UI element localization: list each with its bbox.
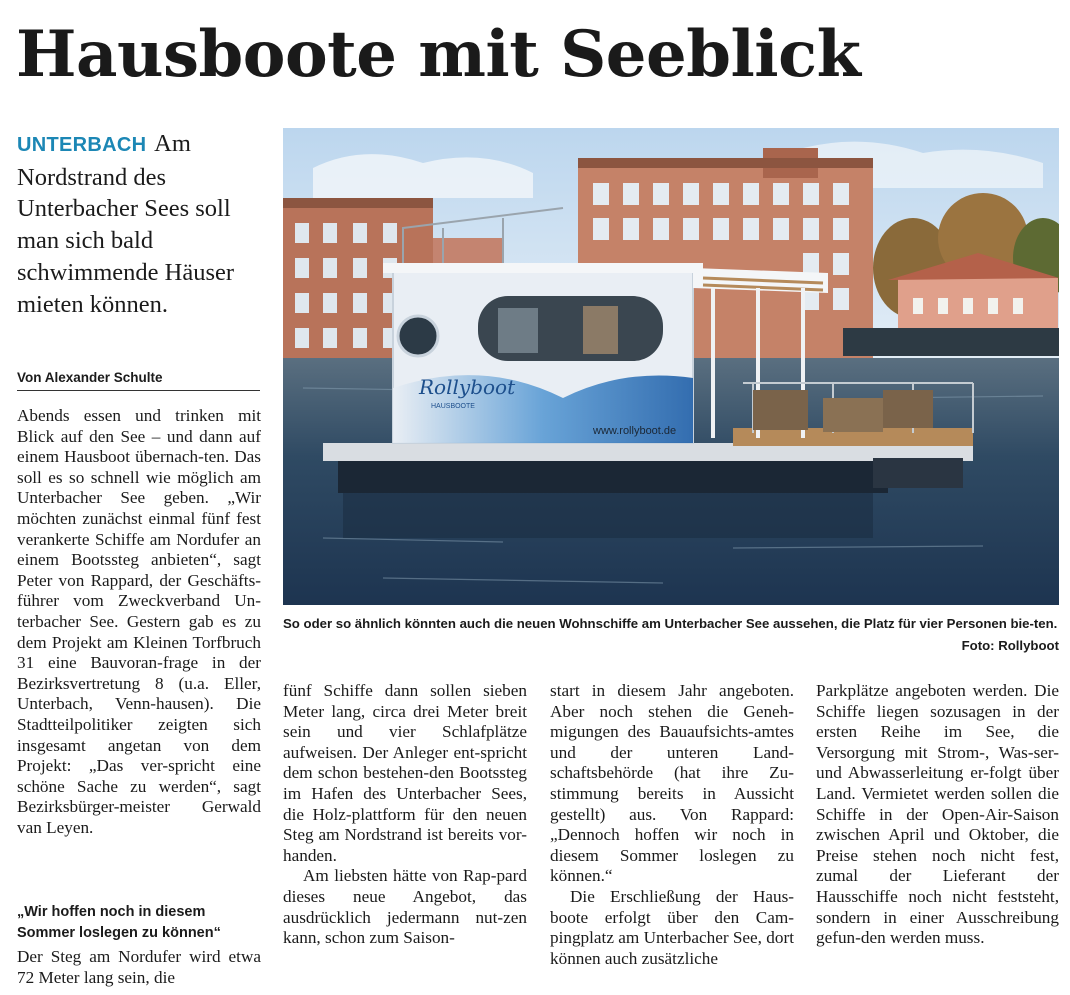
article-column-4 (816, 681, 1059, 949)
headline: Hausboote mit Seeblick (16, 17, 861, 92)
byline: Von Alexander Schulte (17, 369, 260, 391)
photo-caption: So oder so ähnlich könnten auch die neuen Wohnschiffe am Unterbacher See aussehen, die Platz für vier Personen bie-ten. (283, 616, 1058, 631)
body-paragraph: Am liebsten hätte von Rap-pard dieses neue Angebot, das ausdrücklich jedermann nut-zen kann, schon zum Saison- (283, 866, 527, 948)
article-column-3 (550, 681, 794, 969)
boat-logo-sub: HAUSBOOTE (431, 403, 475, 410)
body-paragraph: Die Erschließung der Haus-boote erfolgt über den Cam-pingplatz am Unterbacher See, dort können auch zusätzliche (550, 886, 794, 968)
boat-url: www.rollyboot.de (593, 425, 677, 437)
houseboat-illustration (283, 128, 1059, 605)
lead-paragraph (17, 128, 267, 320)
dateline: UNTERBACH (17, 134, 147, 156)
subheading: „Wir hoffen noch in diesem Sommer loslegen zu können“ (17, 904, 221, 941)
article-column-2 (283, 681, 527, 949)
body-paragraph: Abends essen und trinken mit Blick auf den See – und dann auf einem Hausboot übernach-ten. Das soll es so schnell wie möglich am Unterbacher See geben. „Wir möchten zunächst einmal fünf fest verankerte Schiffe am Nordufer an einem Bootssteg anbieten“, sagt Peter von Rappard, der Geschäfts-führer vom Zweckverband Un-terbacher See. Gestern gab es zu dem Projekt am Kleinen Torfbruch 31 eine Bauvoran-frage in der Bezirksvertretung 8 (u.a. Eller, Unterbach, Venn-hausen). Die Stadtteilpolitiker zeigten sich insgesamt angetan von dem Projekt: „Das ver-spricht eine schöne Sache zu werden“, sagt Bezirksbürger-meister Gerwald van Leyen. (17, 406, 261, 837)
body-paragraph: Der Steg am Nordufer wird etwa 72 Meter lang sein, die (17, 947, 261, 987)
body-paragraph: start in diesem Jahr angeboten. Aber noch stehen die Geneh-migungen des Bauaufsichts-amtes und der unteren Land-schaftsbehörde (hat ihre Zu-stimmung bereits in Aussicht gestellt) aus. Von Rappard: „Dennoch hoffen wir noch in diesem Sommer loslegen zu können.“ (550, 681, 794, 886)
lead-text: Am Nordstrand des Unterbacher Sees soll man sich bald schwimmende Häuser mieten können. (17, 130, 235, 318)
boat-logo: Rollyboot (419, 375, 516, 399)
houseboat-photo (283, 128, 1059, 605)
photo-credit: Foto: Rollyboot (961, 638, 1059, 653)
article-column-1 (17, 406, 261, 838)
body-paragraph: Parkplätze angeboten werden. Die Schiffe liegen sozusagen in der ersten Reihe im See, die Versorgung mit Strom-, Was-ser- und Abwasserleitung er-folgt über Land. Vermietet werden sollen die Schiffe in der Open-Air-Saison zwischen April und Oktober, die Preise stehen noch nicht fest, zumal der Lieferant der Hausschiffe noch nicht feststeht, sondern in einer Ausschreibung gefun-den werden muss. (816, 681, 1059, 948)
body-paragraph: fünf Schiffe dann sollen sieben Meter lang, circa drei Meter breit sein und vier Schlafplätze aufweisen. Der Anleger ent-spricht dem schon bestehen-den Bootssteg im Hafen des Unterbacher Sees, die Holz-plattform für den neuen Steg am Nordstrand ist bereits vor-handen. (283, 681, 527, 865)
article-column-1-continued (17, 947, 261, 988)
